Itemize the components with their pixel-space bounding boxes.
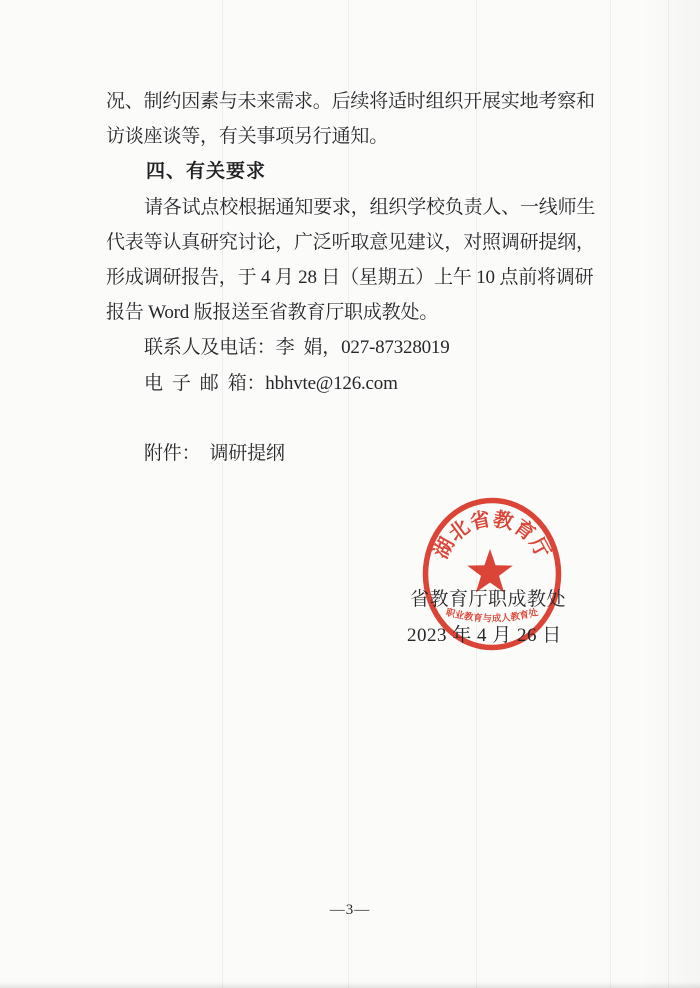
contact-email-line: 电 子 邮 箱：hbhvte@126.com [144, 372, 398, 394]
seal-outer-text: 湖北省教育厅 [430, 508, 554, 563]
signature-department: 省教育厅职成教处 [410, 589, 567, 610]
attachment-line: 附件： 调研提纲 [144, 442, 285, 464]
contact-phone-line: 联系人及电话：李 娟，027-87328019 [144, 337, 450, 359]
body-line: 访谈座谈等，有关事项另行通知。 [106, 126, 389, 148]
body-line: 况、制约因素与未来需求。后续将适时组织开展实地考察和 [106, 91, 595, 112]
signature-date: 2023 年 4 月 26 日 [407, 625, 562, 646]
seal-inner-bottom-text: 职业教育与成人教育处 [444, 606, 540, 624]
scan-edge-shading [640, 0, 700, 988]
body-line: 报告 Word 版报送至省教育厅职成教处。 [106, 302, 439, 324]
scan-edge-shading [0, 982, 700, 988]
body-line: 请各试点校根据通知要求，组织学校负责人、一线师生 [144, 196, 596, 218]
body-line: 代表等认真研究讨论，广泛听取意见建议，对照调研提纲， [106, 231, 595, 253]
section-heading: 四、有关要求 [146, 161, 267, 183]
body-line: 形成调研报告，于 4 月 28 日（星期五）上午 10 点前将调研 [106, 266, 594, 288]
blank-line [106, 401, 602, 436]
document-body [106, 84, 602, 471]
scan-streak [610, 0, 611, 988]
page-number: —3— [329, 902, 371, 918]
